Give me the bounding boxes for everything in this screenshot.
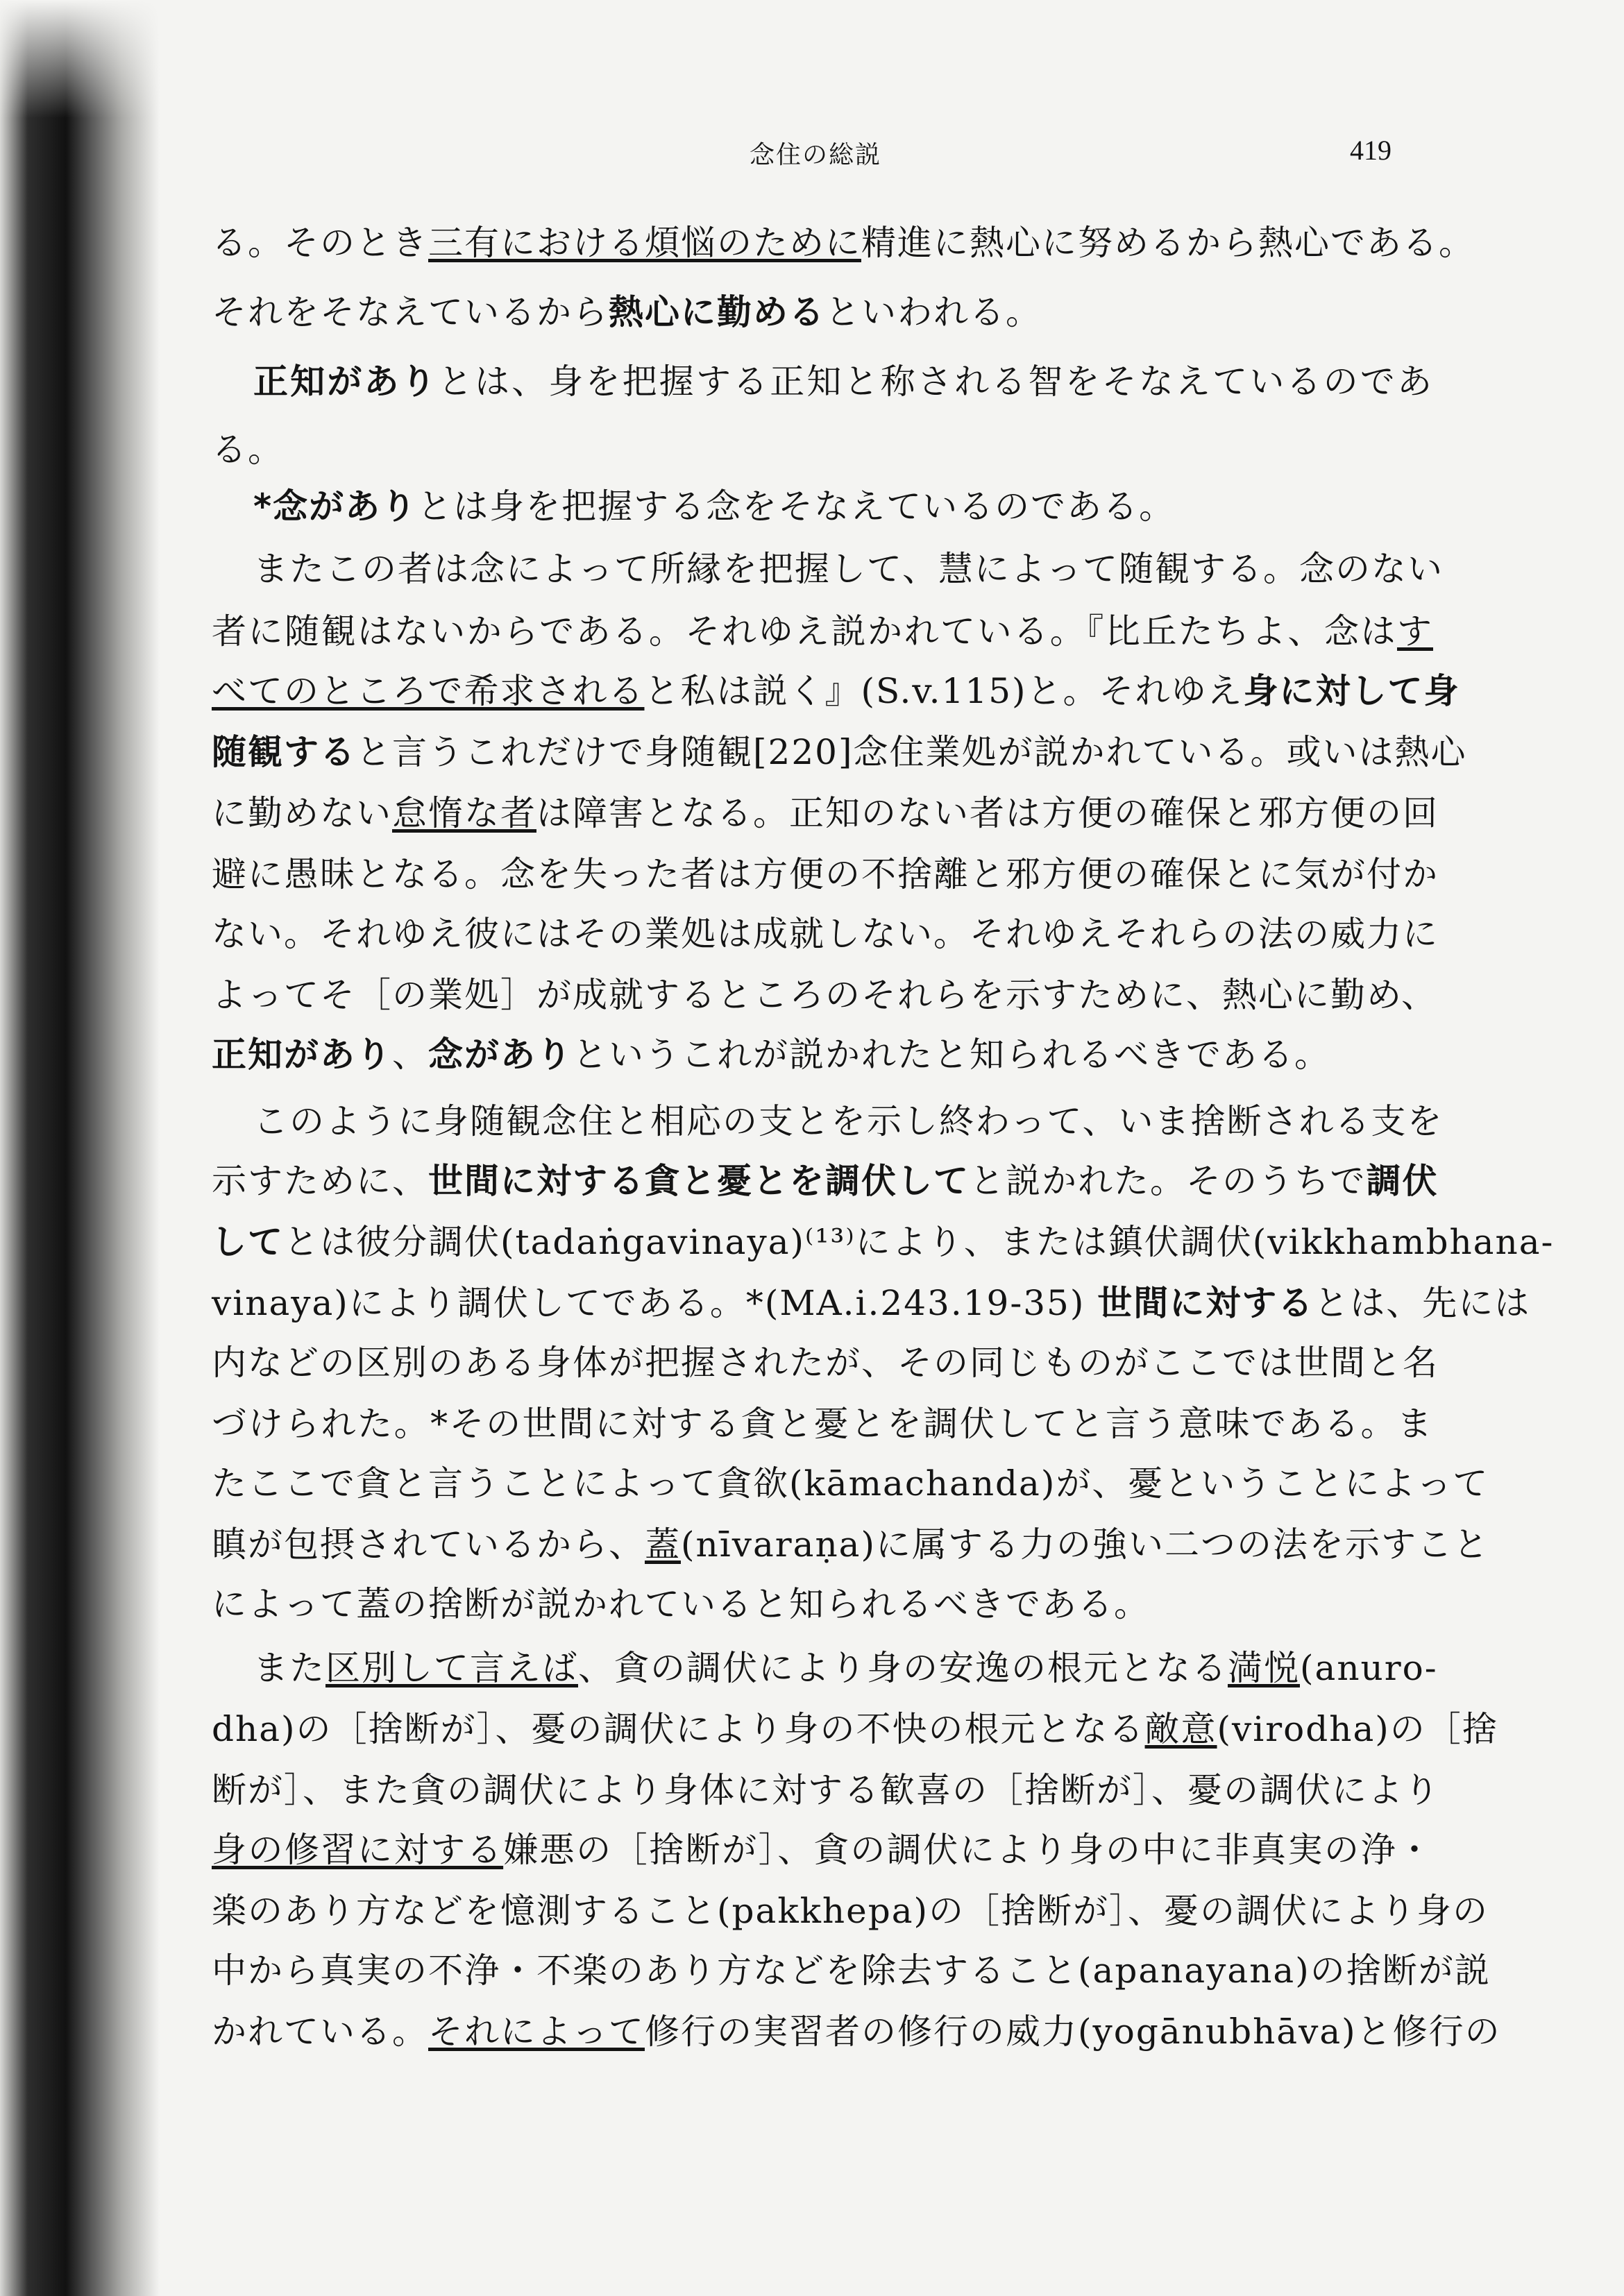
text-line (212, 1159, 1439, 1203)
underlined-phrase: それによって (428, 2012, 645, 2052)
text-line (212, 973, 1437, 1017)
text-line (212, 1032, 1433, 1077)
text-line (212, 609, 1433, 654)
running-head: 念住の総説 (750, 141, 882, 169)
text-run: (nīvaraṇa)に属する力の強い二つの法を示すこと (681, 1524, 1489, 1565)
text-run: (anuro- (1300, 1648, 1438, 1688)
underlined-phrase: 蓋 (645, 1524, 681, 1565)
text-line (212, 791, 1439, 835)
text-run: 断が］、また貪の調伏により身体に対する歓喜の［捨断が］、憂の調伏により (212, 1770, 1440, 1810)
text-line (212, 1582, 1433, 1626)
text-run: とは彼分調伏(tadaṅgavinaya)⁽¹³⁾により、または鎮伏調伏(vikkhambhana- (284, 1222, 1555, 1262)
underlined-phrase: 怠惰な者 (392, 793, 536, 833)
text-line (212, 1768, 1440, 1812)
text-run: に勤めない (212, 793, 392, 833)
text-run: とは身を把握する念をそなえているのである。 (417, 486, 1176, 527)
text-run: たここで貪と言うことによって貪欲(kāmachanda)が、憂ということによって (212, 1463, 1489, 1504)
text-line (212, 669, 1460, 713)
bold-term: 随観する (212, 732, 356, 772)
bold-term: 念があり (428, 1035, 573, 1075)
text-line (212, 1461, 1489, 1506)
text-run: 、 (392, 1035, 428, 1075)
text-line (212, 1522, 1489, 1567)
text-run: 楽のあり方などを憶測すること(pakkhepa)の［捨断が］、憂の調伏により身の (212, 1891, 1489, 1931)
text-run: づけられた。*その世間に対する貪と憂とを調伏してと言う意味である。ま (212, 1404, 1433, 1444)
text-line (253, 484, 1433, 529)
text-line (212, 1828, 1433, 1872)
bold-term: 調伏 (1366, 1161, 1439, 1201)
underlined-phrase: 三有における煩悩のために (428, 223, 861, 263)
text-run: このように身随観念住と相応の支とを示し終わって、いま捨断される支を (253, 1101, 1444, 1141)
bold-term: 身に対して身 (1243, 671, 1460, 711)
text-run: (virodha)の［捨 (1217, 1709, 1498, 1749)
text-line (212, 1889, 1489, 1933)
text-line (212, 1341, 1439, 1385)
text-run: 修行の実習者の修行の威力(yogānubhāva)と修行の (645, 2012, 1501, 2052)
text-run: dha)の［捨断が］、憂の調伏により身の不快の根元となる (212, 1709, 1145, 1749)
underlined-phrase: 敵意 (1144, 1709, 1217, 1749)
underlined-phrase: 満悦 (1228, 1648, 1300, 1688)
text-run: によって蓋の捨断が説かれていると知られるべきである。 (212, 1584, 1150, 1624)
scan-binding-fade (0, 0, 160, 118)
underlined-phrase: 区別して言えば (325, 1648, 578, 1688)
text-run: よってそ［の業処］が成就するところのそれらを示すために、熱心に勤め、 (212, 975, 1437, 1015)
bold-term: 正知があり (212, 1035, 392, 1075)
text-line (212, 221, 1475, 265)
text-run: また (253, 1648, 325, 1688)
text-line (212, 912, 1439, 956)
bold-term: して (212, 1222, 284, 1262)
text-run: 中から真実の不浄・不楽のあり方などを除去すること(apanayana)の捨断が説 (212, 1950, 1491, 1991)
text-run: と説かれた。そのうちで (970, 1161, 1367, 1201)
text-run: 避に愚昧となる。念を失った者は方便の不捨離と邪方便の確保とに気が付か (212, 854, 1439, 894)
bold-term: *念があり (253, 486, 418, 527)
underlined-phrase: 身の修習に対する (212, 1830, 504, 1870)
bold-term: 熱心に勤める (609, 292, 825, 332)
text-run: 精進に熱心に努めるから熱心である。 (861, 223, 1475, 263)
text-run: と言うこれだけで身随観[220]念住業処が説かれている。或いは熱心 (356, 732, 1467, 772)
text-line (212, 427, 1433, 472)
text-run: vinaya)により調伏してである。*(MA.i.243.19-35) (212, 1283, 1098, 1323)
page-number: 419 (1350, 135, 1392, 166)
bold-term: 正知があり (253, 362, 438, 402)
text-run: といわれる。 (825, 292, 1042, 332)
text-run: る。そのとき (212, 223, 428, 263)
text-line (212, 290, 1433, 334)
text-line (212, 2009, 1501, 2054)
text-run: またこの者は念によって所縁を把握して、慧によって随観する。念のない (253, 549, 1444, 589)
text-run: とは、身を把握する正知と称される智をそなえているのであ (437, 362, 1434, 402)
text-run: る。 (212, 430, 284, 470)
text-run: というこれが説かれたと知られるべきである。 (573, 1035, 1330, 1075)
text-run: 内などの区別のある身体が把握されたが、その同じものがここでは世間と名 (212, 1343, 1439, 1383)
text-line (212, 1948, 1491, 1993)
text-line (212, 1281, 1531, 1325)
text-line (253, 547, 1444, 591)
text-line (212, 1707, 1498, 1751)
bold-term: 世間に対する (1097, 1283, 1314, 1323)
scan-binding-shadow (0, 0, 160, 2296)
text-run: とは、先には (1314, 1283, 1531, 1323)
text-run: かれている。 (212, 2012, 428, 2052)
text-line (212, 1402, 1433, 1446)
text-line (253, 1099, 1444, 1143)
text-run: 嫌悪の［捨断が］、貪の調伏により身の中に非真実の浄・ (503, 1830, 1434, 1870)
text-line (253, 1646, 1438, 1690)
text-run: 瞋が包摂されているから、 (212, 1524, 645, 1565)
underlined-phrase: す (1397, 611, 1433, 652)
text-line (212, 1220, 1555, 1264)
text-line (212, 852, 1439, 896)
text-run: ない。それゆえ彼にはその業処は成就しない。それゆえそれらの法の威力に (212, 914, 1439, 954)
bold-term: 世間に対する貪と憂とを調伏して (428, 1161, 970, 1201)
text-line (212, 730, 1467, 774)
text-run: と私は説く』(S.v.115)と。それゆえ (644, 671, 1244, 711)
text-run: は障害となる。正知のない者は方便の確保と邪方便の回 (536, 793, 1439, 833)
underlined-phrase: べてのところで希求される (212, 671, 645, 711)
text-run: 者に随観はないからである。それゆえ説かれている。『比丘たちよ、念は (212, 611, 1397, 652)
text-run: 示すために、 (212, 1161, 428, 1201)
text-run: 、貪の調伏により身の安逸の根元となる (578, 1648, 1228, 1688)
text-line (253, 359, 1433, 404)
text-run: それをそなえているから (212, 292, 609, 332)
